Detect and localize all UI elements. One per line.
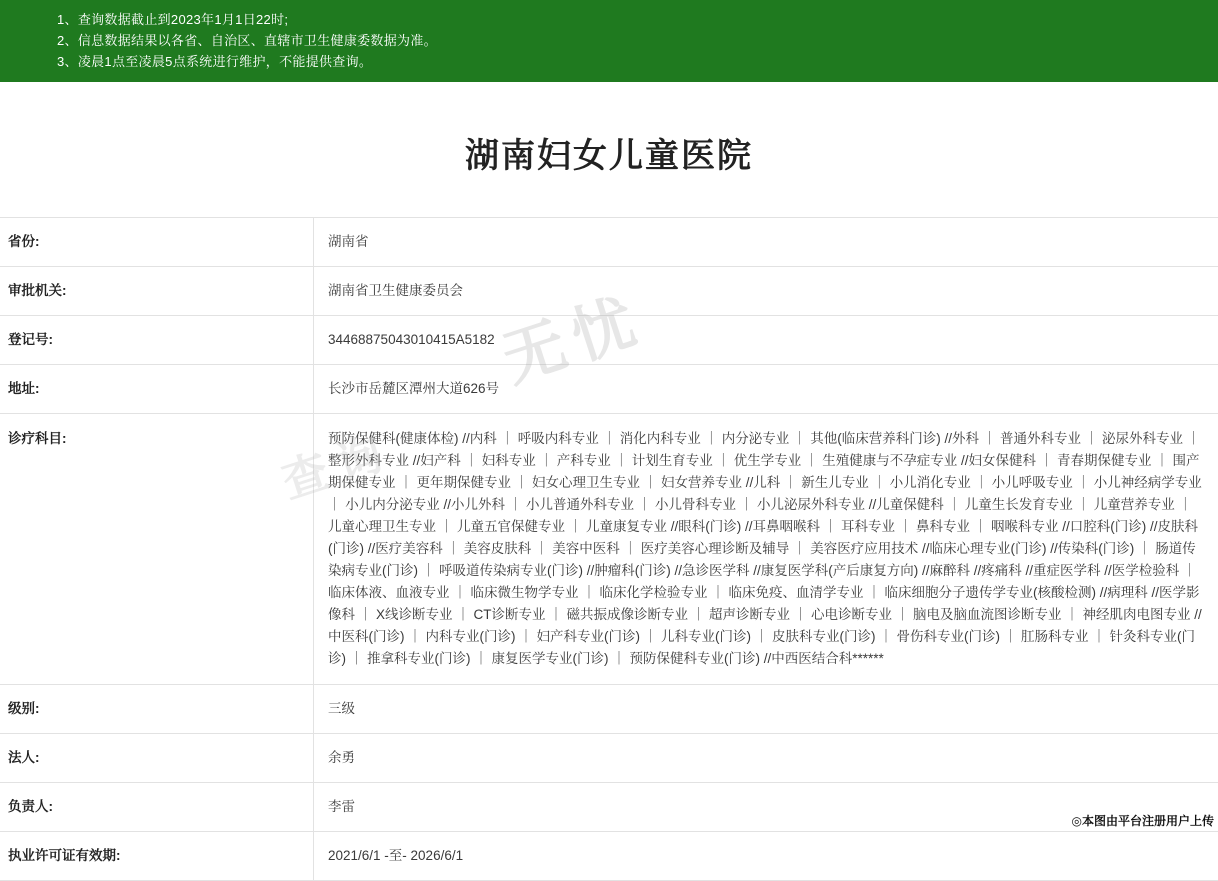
table-row bbox=[0, 316, 1218, 365]
row-label-license-validity: 执业许可证有效期: bbox=[0, 832, 314, 881]
notice-line-3: 3、凌晨1点至凌晨5点系统进行维护，不能提供查询。 bbox=[0, 51, 1218, 72]
table-row bbox=[0, 685, 1218, 734]
row-value-province: 湖南省 bbox=[314, 218, 1218, 267]
row-label-grade: 级别: bbox=[0, 685, 314, 734]
row-value-address: 长沙市岳麓区潭州大道626号 bbox=[314, 365, 1218, 414]
notice-line-2: 2、信息数据结果以各省、自治区、直辖市卫生健康委数据为准。 bbox=[0, 30, 1218, 51]
table-row bbox=[0, 267, 1218, 316]
table-row bbox=[0, 365, 1218, 414]
row-label-legal-person: 法人: bbox=[0, 734, 314, 783]
watermark-secondary: 查询 bbox=[273, 414, 400, 511]
row-value-registration-number: 34468875043010415A5182 bbox=[314, 316, 1218, 365]
row-label-responsible-person: 负责人: bbox=[0, 783, 314, 832]
row-label-departments: 诊疗科目: bbox=[0, 414, 314, 685]
row-value-legal-person: 余勇 bbox=[314, 734, 1218, 783]
table-row bbox=[0, 832, 1218, 881]
table-row-departments bbox=[0, 414, 1218, 685]
row-value-responsible-person: 李雷 bbox=[314, 783, 1218, 832]
row-label-province: 省份: bbox=[0, 218, 314, 267]
row-label-authority: 审批机关: bbox=[0, 267, 314, 316]
row-label-address: 地址: bbox=[0, 365, 314, 414]
row-value-authority: 湖南省卫生健康委员会 bbox=[314, 267, 1218, 316]
row-value-license-validity: 2021/6/1 -至- 2026/6/1 bbox=[314, 832, 1218, 881]
row-label-registration-number: 登记号: bbox=[0, 316, 314, 365]
notice-banner bbox=[0, 0, 1218, 82]
page-title-container bbox=[0, 82, 1218, 217]
table-row bbox=[0, 218, 1218, 267]
row-value-grade: 三级 bbox=[314, 685, 1218, 734]
notice-line-1: 1、查询数据截止到2023年1月1日22时; bbox=[0, 9, 1218, 30]
page-title: 湖南妇女儿童医院 bbox=[0, 128, 1218, 177]
row-value-departments: 预防保健科(健康体检) //内科 ｜ 呼吸内科专业 ｜ 消化内科专业 ｜ 内分泌专业 ｜ 其他(临床营养科门诊) //外科 ｜ 普通外科专业 ｜ 泌尿外科专业 ｜ 整形外科专业 //妇产科 ｜ 妇科专业 ｜ 产科专业 ｜ 计划生育专业 ｜ 优生学专业 ｜ 生殖健康与不孕症专业 //妇女保健科 ｜ 青春期保健专业 ｜ 围产期保健专业 ｜ 更年期保健专业 ｜ 妇女心理卫生专业 ｜ 妇女营养专业 //儿科 ｜ 新生儿专业 ｜ 小儿消化专业 ｜ 小儿呼吸专业 ｜ 小儿神经病学专业 ｜ 小儿内分泌专业 //小儿外科 ｜ 小儿普通外科专业 ｜ 小儿骨科专业 ｜ 小儿泌尿外科专业 //儿童保健科 ｜ 儿童生长发育专业 ｜ 儿童营养专业 ｜ 儿童心理卫生专业 ｜ 儿童五官保健专业 ｜ 儿童康复专业 //眼科(门诊) //耳鼻咽喉科 ｜ 耳科专业 ｜ 鼻科专业 ｜ 咽喉科专业 //口腔科(门诊) //皮肤科(门诊) //医疗美容科 ｜ 美容皮肤科 ｜ 美容中医科 ｜ 医疗美容心理诊断及辅导 ｜ 美容医疗应用技术 //临床心理专业(门诊) //传染科(门诊) ｜ 肠道传染病专业(门诊) ｜ 呼吸道传染病专业(门诊) //肿瘤科(门诊) //急诊医学科 //康复医学科(产后康复方向) //麻醉科 //疼痛科 //重症医学科 //医学检验科 ｜ 临床体液、血液专业 ｜ 临床微生物学专业 ｜ 临床化学检验专业 ｜ 临床免疫、血清学专业 ｜ 临床细胞分子遗传学专业(核酸检测) //病理科 //医学影像科 ｜ X线诊断专业 ｜ CT诊断专业 ｜ 磁共振成像诊断专业 ｜ 超声诊断专业 ｜ 心电诊断专业 ｜ 脑电及脑血流图诊断专业 ｜ 神经肌肉电图专业 //中医科(门诊) ｜ 内科专业(门诊) ｜ 妇产科专业(门诊) ｜ 儿科专业(门诊) ｜ 皮肤科专业(门诊) ｜ 骨伤科专业(门诊) ｜ 肛肠科专业 ｜ 针灸科专业(门诊) ｜ 推拿科专业(门诊) ｜ 康复医学专业(门诊) ｜ 预防保健科专业(门诊) //中西医结合科****** bbox=[314, 414, 1218, 685]
table-row bbox=[0, 783, 1218, 832]
watermark-primary: 无忧 bbox=[490, 270, 654, 399]
footer-note: ◎本图由平台注册用户上传 bbox=[1072, 812, 1214, 829]
hospital-info-table bbox=[0, 217, 1218, 881]
table-row bbox=[0, 734, 1218, 783]
